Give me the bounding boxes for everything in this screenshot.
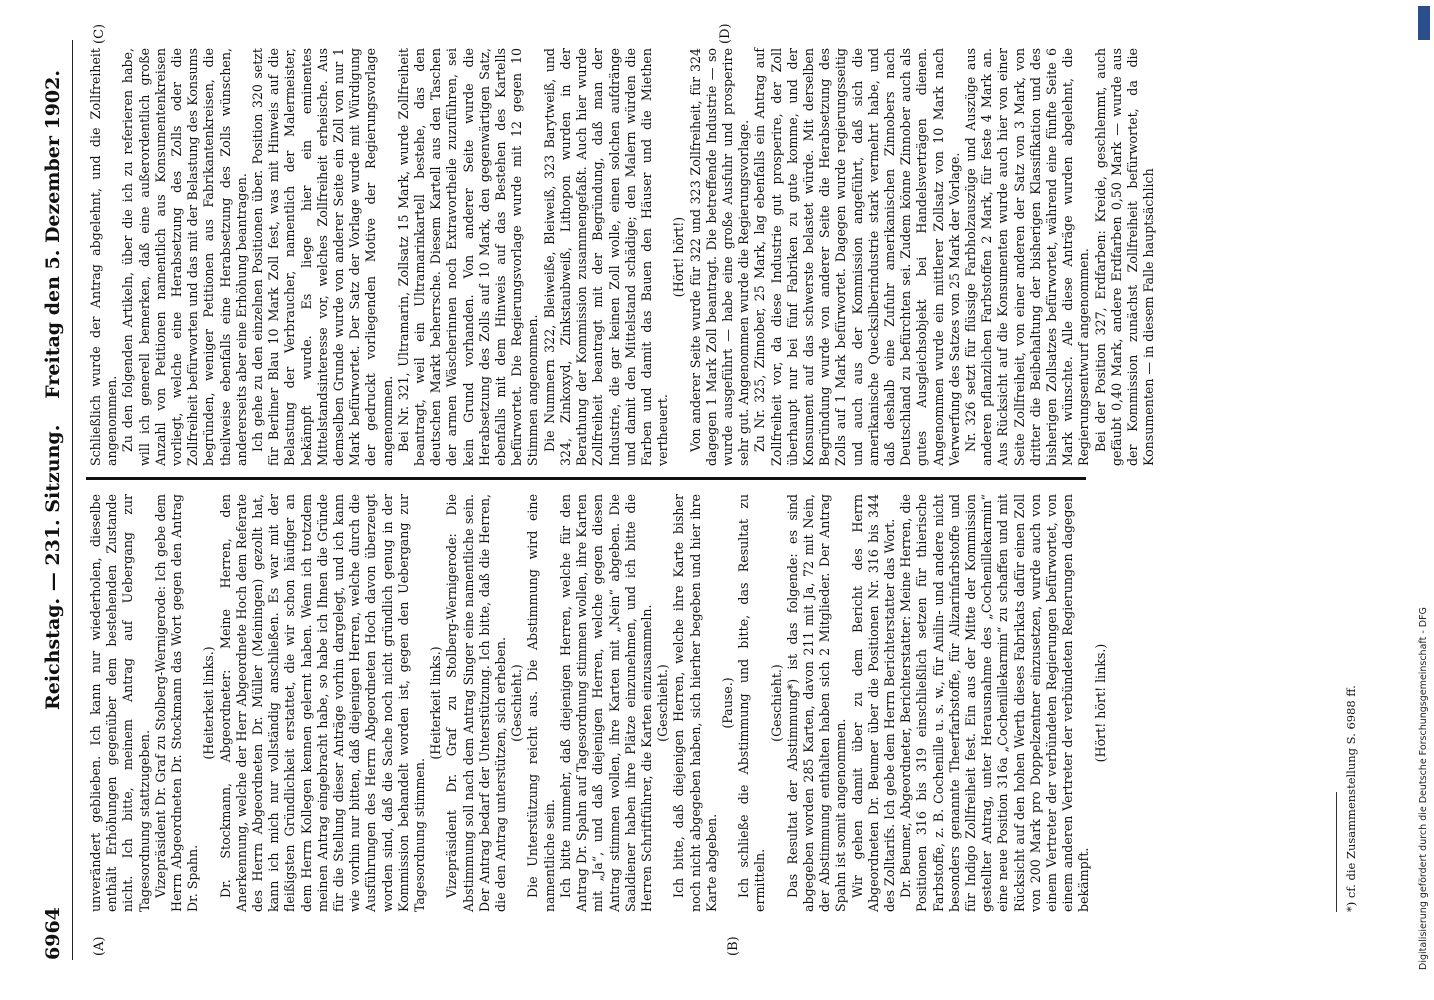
paragraph: Dr. Stockmann, Abgeordneter: Meine Herren, den Anerkennung, welche der Herr Abgeordnete Hoch dem Referate des Herrn Abgeordneten Dr. Müller (Meiningen) gezollt hat, kann ich mich nur vollständig anschließen. Es war mit der fleißigsten Gründlichkeit erstattet, die wir schon häufiger an dem Herrn Kollegen kennen gelernt haben. Wenn ich trotzdem meinen Antrag eingebracht habe, so habe ich Ihnen die Gründe für die Stellung dieser Anträge vorhin dargelegt, und ich kann wie vorhin nur bitten, daß diejenigen Herren, welche durch die Ausführungen des Herrn Abgeordneten Hoch davon überzeugt worden sind, daß die Sache noch nicht gründlich genug in der Kommission behandelt worden ist, gegen den Uebergang zur Tagesordnung stimmen. [217, 494, 428, 912]
paragraph: (Heiterkeit links.) [201, 646, 217, 760]
margin-marker-d: (D) [718, 23, 733, 44]
paragraph: (Hört! hört! links.) [1092, 643, 1108, 763]
paragraph: Zu den folgenden Artikeln, über die ich zu referieren habe, will ich generell bemerken, daß eine außerordentlich große Anzahl von Petitionen namentlich aus Konsumentenkreisen vorliegt, welche eine Herabsetzung des Zolls oder die Zollfreiheit befürworten und das mit der Belastung des Konsums begründen, weniger Petitionen aus Fabrikantenkreisen, die theilweise ebenfalls eine Herabsetzung des Zolls wünschen, andererseits aber eine Erhöhung beantragen. [120, 48, 249, 466]
paragraph: Bei der Position 327, Erdfarben: Kreide, geschlemmt, auch gefäubt 0,40 Mark, andere Erdfarben 0,50 Mark — wurde aus der Kommission zunächst Zollfreiheit befürwortet, da die Konsumenten — in diesem Falle hauptsächlich [1092, 48, 1157, 466]
paragraph: Dr. Beumer, Abgeordneter, Berichterstatter: Meine Herren, die Positionen 316 bis 319 einschließlich setzen für thierische Farbstoffe, z. B. Cochenille u. s. w., für Anilin- und andere nicht besonders genannte Theerfarbstoffe, für Alizarinfarbstoffe und für Indigo Zollfreiheit fest. Ein aus der Mitte der Kommission gestellter Antrag, unter Herausnahme des „Cochenillekarmin“ eine neue Position 316a „Cochenillekarmin“ zu schaffen und mit Rücksicht auf den hohen Werth dieses Fabrikats dafür einen Zoll von 200 Mark pro Doppelzentner einzusetzen, wurde auch von einem Vertreter der verbündeten Regierungen befürwortet, von einem anderen Vertreter der verbündeten Regierungen dagegen bekämpft. [898, 494, 1092, 912]
footnote-rule [1336, 792, 1337, 912]
paragraph: Die Nummern 322, Bleiweiße, Bleiweiß, 323 Barytweiß, und 324, Zinkoxyd, Zinkstaubweiß, Lithopon wurden in der Berathung der Kommission zusammengefaßt. Auch hier wurde Zollfreiheit beantragt mit der Begründung, daß man der Industrie, die gar keinen Zoll wolle, einen solchen aufdränge und damit den Mittelstand schädige; den Malern würden die Farben und damit das Bauen den Häuser und die Miethen vertheuert. [541, 48, 671, 466]
page-number: 6964 [42, 907, 64, 960]
paragraph: (Geschieht.) [655, 664, 671, 742]
page-header [42, 40, 70, 960]
paragraph: Vizepräsident Dr. Graf zu Stolberg-Wernigerode: Ich gebe dem Herrn Abgeordneten Dr. Stockmann das Wort gegen den Antrag Dr. Spahn. [152, 494, 201, 912]
right-column [88, 48, 1157, 466]
margin-marker-a: (A) [92, 936, 107, 956]
paragraph: (Pause.) [719, 677, 735, 729]
paragraph: (Geschieht.) [509, 664, 525, 742]
paragraph: Ich gehe zu den einzelnen Positionen über. Position 320 setzt für Berliner Blau 10 Mark Zoll fest, was mit Hinweis auf die Belastung der Verbraucher, namentlich der Malermeister, bekämpft wurde. Es liege hier ein eminentes Mittelstandsinteresse vor, welches Zollfreiheit erheische. Aus demselben Grunde wurde von anderer Seite ein Zoll von nur 1 Mark befürwortet. Der Satz der Vorlage wurde mit Würdigung der gedruckt vorliegenden Motive der Regierungsvorlage angenommen. [250, 48, 395, 466]
digitization-credit [1418, 10, 1430, 970]
paragraph: Vizepräsident Dr. Graf zu Stolberg-Wernigerode: Die Abstimmung soll nach dem Antrag Singer eine namentliche sein. Der Antrag bedarf der Unterstützung. Ich bitte, daß die Herren, die den Antrag unterstützen, sich erheben. [444, 494, 509, 912]
margin-marker-c: (C) [92, 23, 107, 44]
digitization-credit-text: Digitalisierung gefördert durch die Deutsche Forschungsgemeinschaft - DFG [1418, 607, 1429, 970]
session-title: Reichstag. — 231. Sitzung. [42, 424, 64, 710]
paragraph: Von anderer Seite wurde für 322 und 323 Zollfreiheit, für 324 dagegen 1 Mark Zoll beantragt. Die betreffende Industrie — so wurde ausgeführt — habe eine große Ausfuhr und prosperire sehr gut. Angenommen wurde die Regierungsvorlage. [687, 48, 752, 466]
paragraph: unverändert geblieben. Ich kann nur wiederholen, dieselbe enthält Erhöhungen gegenüber dem bestehenden Zustande nicht. Ich bitte, meinem Antrag auf Uebergang zur Tagesordnung stattzugeben. [88, 494, 152, 912]
paragraph: Bei Nr. 321, Ultramarin, Zollsatz 15 Mark, wurde Zollfreiheit beantragt, weil ein Ultramarinkartell bestehe, das den deutschen Markt beherrsche. Diesem Kartell aus den Taschen der armen Wäscherinnen noch Extravortheile zuzuführen, sei kein Grund vorhanden. Von anderer Seite wurde die Herabsetzung des Zolls auf 10 Mark, den gegenwärtigen Satz, ebenfalls mit dem Hinweis auf das Bestehen des Kartells befürwortet. Die Regierungsvorlage wurde mit 12 gegen 10 Stimmen angenommen. [395, 48, 541, 466]
paragraph: Ich bitte, daß diejenigen Herren, welche ihre Karte bisher noch nicht abgegeben haben, sich hierher begeben und hier ihre Karte abgeben. [671, 494, 719, 912]
paragraph: Nr. 326 setzt für flüssige Farbholzauszüge und Auszüge aus anderen pflanzlichen Farbstoffen 2 Mark, für feste 4 Mark an. Aus Rücksicht auf die Konsumenten wurde auch hier von einer Seite Zollfreiheit, von einer anderen der Satz von 3 Mark, von dritter die Beibehaltung der bisherigen Klassifikation und des bisherigen Zollsatzes befürwortet, während eine fünfte Seite 6 Mark wünschte. Alle diese Anträge wurden abgelehnt, die Regierungsentwurf angenommen. [962, 48, 1092, 466]
header-rule [72, 40, 73, 960]
paragraph: Die Unterstützung reicht aus. Die Abstimmung wird eine namentliche sein. [525, 494, 557, 912]
paragraph: Ich bitte nunmehr, daß diejenigen Herren, welche für den Antrag Dr. Spahn auf Tagesordnung stimmen wollen, ihre Karten mit „Ja“, und daß diejenigen Herren, welche gegen diesen Antrag stimmen wollen, ihre Karten mit „Nein“ abgeben. Die Saaldiener haben ihre Plätze einzunehmen, und ich bitte die Herren Schriftführer, die Karten einzusammeln. [557, 494, 654, 912]
left-column [88, 494, 1109, 912]
paragraph: Wir gehen damit über zu dem Bericht des Herrn Abgeordneten Dr. Beumer über die Positionen Nr. 316 bis 344 des Zolltarifs. Ich gebe dem Herrn Berichterstatter das Wort. [849, 494, 897, 912]
footnote: *) cf. die Zusammenstellung S. 6988 ff. [1344, 685, 1358, 912]
paragraph: Zu Nr. 325, Zinnober, 25 Mark, lag ebenfalls ein Antrag auf Zollfreiheit vor, da diese Industrie gut prosperire, der Zoll überhaupt nur bei fünf Fabriken zu gute komme, und der Konsument auf das schwerste belastet würde. Mit derselben Begründung wurde von anderer Seite die Herabsetzung des Zolls auf 1 Mark befürwortet. Dagegen wurde regierungsseitig und auch aus der Kommission angeführt, daß sich die amerikanische Quecksilberindustrie stark vermehrt habe, und daß deshalb eine Zufuhr amerikanischen Zinnobers nach Deutschland zu befürchten sei. Zudem könne Zinnober auch als gutes Ausgleichsobjekt bei Handelsverträgen dienen. Angenommen wurde ein mittlerer Zollsatz von 10 Mark nach Verwerfung des Satzes von 25 Mark der Vorlage. [752, 48, 962, 466]
column-divider [86, 477, 1086, 480]
paragraph: (Heiterkeit links.) [428, 646, 444, 760]
paragraph: Das Resultat der Abstimmung*) ist das folgende: es sind abgegeben worden 285 Karten, davon 211 mit Ja, 72 mit Nein, der Abstimmung enthalten haben sich 2 Mitglieder. Der Antrag Spahn ist somit angenommen. [784, 494, 849, 912]
paragraph: Schließlich wurde der Antrag abgelehnt, und die Zollfreiheit angenommen. [88, 48, 120, 466]
margin-marker-b: (B) [726, 936, 741, 956]
paragraph: (Geschieht.) [768, 664, 784, 742]
paragraph: Ich schließe die Abstimmung und bitte, das Resultat zu ermitteln. [736, 494, 768, 912]
session-date: Freitag den 5. Dezember 1902. [42, 70, 64, 399]
paragraph: (Hört! hört!) [671, 216, 687, 298]
